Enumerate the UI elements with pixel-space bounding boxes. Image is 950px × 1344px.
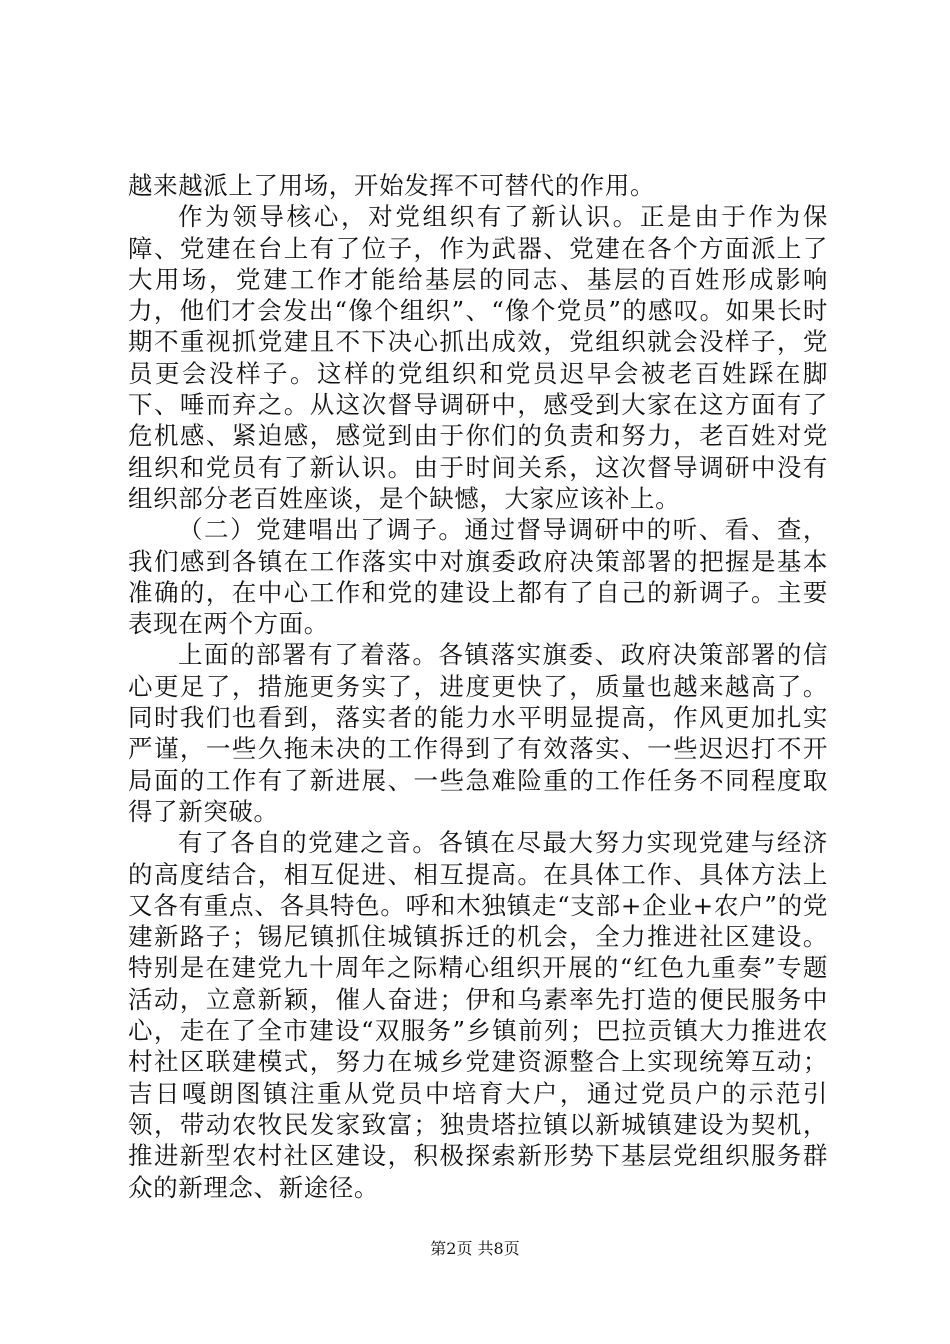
page-footer: 第2页 共8页 (430, 1239, 520, 1258)
paragraph-continuation: 越来越派上了用场，开始发挥不可替代的作用。 (128, 171, 656, 200)
paragraph-section-two: （二）党建唱出了调子。通过督导调研中的听、看、查，我们感到各镇在工作落实中对旗委政府决策部署的把握是基本准确的，在中心工作和党的建设上都有了自己的新调子。主要表现在两个方面。 (128, 515, 828, 639)
paragraph-party-voice: 有了各自的党建之音。各镇在尽最大努力实现党建与经济的高度结合，相互促进、相互提高。在具体工作、具体方法上又各有重点、各具特色。呼和木独镇走“支部+企业+农户”的党建新路子；锡尼镇抓住城镇拆迁的机会，全力推进社区建设。特别是在建党九十周年之际精心组织开展的“红色九重奏”专题活动，立意新颖，催人奋进；伊和乌素率先打造的便民服务中心，走在了全市建设“双服务”乡镇前列；巴拉贡镇大力推进农村社区联建模式，努力在城乡党建资源整合上实现统筹互动；吉日嘎朗图镇注重从党员中培育大户，通过党员户的示范引领，带动农牧民发家致富；独贵塔拉镇以新城镇建设为契机，推进新型农村社区建设，积极探索新形势下基层党组织服务群众的新理念、新途径。 (128, 828, 828, 1202)
document-body (128, 170, 828, 1203)
paragraph-leadership-core: 作为领导核心，对党组织有了新认识。正是由于作为保障、党建在台上有了位子，作为武器、党建在各个方面派上了大用场，党建工作才能给基层的同志、基层的百姓形成影响力，他们才会发出“像个组织”、“像个党员”的感叹。如果长时期不重视抓党建且不下决心抓出成效，党组织就会没样子，党员更会没样子。这样的党组织和党员迟早会被老百姓踩在脚下、唾而弃之。从这次督导调研中，感受到大家在这方面有了危机感、紧迫感，感觉到由于你们的负责和努力，老百姓对党组织和党员有了新认识。由于时间关系，这次督导调研中没有组织部分老百姓座谈，是个缺憾，大家应该补上。 (128, 202, 828, 513)
paragraph-deployment: 上面的部署有了着落。各镇落实旗委、政府决策部署的信心更足了，措施更务实了，进度更快了，质量也越来越高了。同时我们也看到，落实者的能力水平明显提高，作风更加扎实严谨，一些久拖未决的工作得到了有效落实、一些迟迟打不开局面的工作有了新进展、一些急难险重的工作任务不同程度取得了新突破。 (128, 640, 828, 826)
